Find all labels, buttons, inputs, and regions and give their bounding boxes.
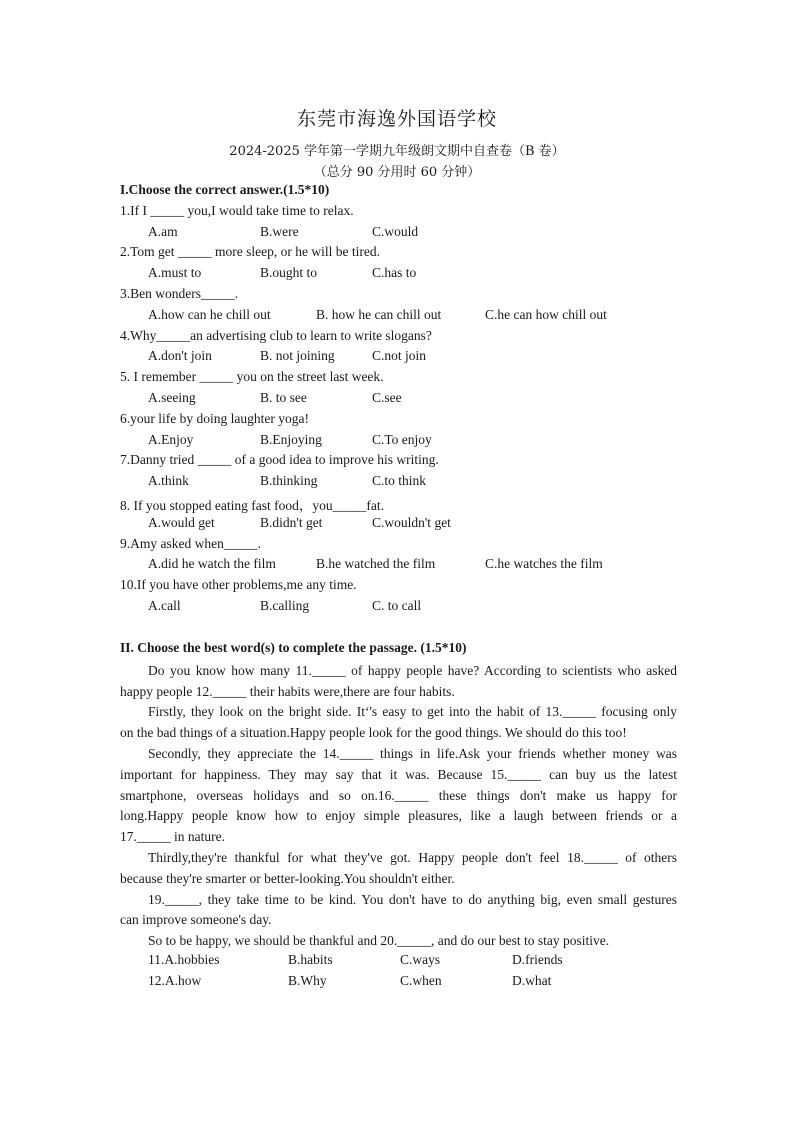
answer-option: A.must to [148, 265, 202, 281]
passage-line: 17._____ in nature. [120, 829, 225, 845]
answer-option: A.would get [148, 514, 215, 530]
passage-option: B.Why [288, 972, 327, 988]
answer-option: C.wouldn't get [372, 514, 451, 530]
passage-line: happy people 12._____ their habits were,there are four habits. [120, 683, 455, 699]
answer-option: C.he can how chill out [485, 306, 607, 322]
passage-option: 12.A.how [148, 972, 202, 988]
passage-line: Thirdly,they're thankful for what they've got. Happy people don't feel 18._____ of others [148, 850, 677, 865]
passage-line: important for happiness. They may say that it was. Because 15._____ can buy us the latest [120, 766, 677, 782]
answer-option: A.seeing [148, 390, 196, 405]
answer-option: B.didn't get [260, 514, 323, 530]
passage-option: 11.A.hobbies [148, 952, 220, 967]
school-name: 东莞市海逸外国语学校 [296, 108, 497, 130]
passage-option: D.what [512, 972, 552, 988]
answer-option: A.don't join [148, 348, 212, 364]
passage-line: long.Happy people know how to enjoy simple pleasures, like a laugh between friends or a [120, 808, 677, 824]
passage-line: Secondly, they appreciate the 14._____ things in life.Ask your friends whether money was [148, 746, 677, 761]
answer-option: B.calling [260, 598, 310, 613]
passage-option: D.friends [512, 952, 563, 967]
answer-option: B.were [260, 223, 299, 239]
passage-line: Do you know how many 11._____ of happy people have? According to scientists who asked [148, 662, 677, 678]
question-text: 10.If you have other problems,me any time. [120, 577, 357, 593]
section-2-heading: II. Choose the best word(s) to complete the passage. (1.5*10) [120, 640, 467, 655]
passage-line: because they're smarter or better-looking.You shouldn't either. [120, 870, 455, 886]
answer-option: A.Enjoy [148, 431, 194, 447]
passage-paragraph [120, 890, 677, 932]
passage-option: C.ways [400, 952, 441, 967]
answer-option: C.has to [372, 265, 417, 281]
question-text: 6.your life by doing laughter yoga! [120, 410, 309, 426]
answer-option: A.think [148, 473, 189, 489]
answer-option: A.call [148, 598, 181, 613]
exam-title: 2024-2025 学年第一学期九年级朗文期中自查卷（B 卷） [229, 144, 565, 159]
question-text: 9.Amy asked when_____. [120, 535, 261, 551]
question-text: 1.If I _____ you,I would take time to relax. [120, 202, 354, 218]
answer-option: A.how can he chill out [148, 306, 271, 322]
answer-option: B.he watched the film [316, 556, 436, 572]
answer-option: B. to see [260, 390, 307, 405]
answer-option: C.see [372, 390, 402, 405]
question-text: 8. If you stopped eating fast food，you_____fat. [120, 498, 384, 513]
answer-option: C.not join [372, 348, 427, 364]
passage-line: Firstly, they look on the bright side. It‘'s easy to get into the habit of 13._____ focusing only [148, 704, 677, 720]
answer-option: C.would [372, 223, 419, 239]
passage-paragraph [120, 931, 677, 952]
answer-option: C.To enjoy [372, 431, 432, 447]
exam-score-time-note: （总分 90 分用时 60 分钟） [313, 165, 481, 180]
passage-option: C.when [400, 972, 442, 988]
passage-line: 19._____, they take time to be kind. You don't have to do anything big, even small gestures [148, 891, 677, 907]
answer-option: B.ought to [260, 265, 318, 281]
question-text: 2.Tom get _____ more sleep, or he will be tired. [120, 244, 380, 260]
answer-option: B. not joining [260, 348, 335, 364]
answer-option: C.he watches the film [485, 556, 603, 572]
answer-option: C.to think [372, 473, 427, 489]
passage-line: So to be happy, we should be thankful and 20._____, and do our best to stay positive. [148, 933, 610, 949]
question-text: 4.Why_____an advertising club to learn to write slogans? [120, 327, 432, 343]
answer-option: A.am [148, 223, 178, 239]
section-1-heading: I.Choose the correct answer.(1.5*10) [120, 182, 330, 197]
question-text: 7.Danny tried _____ of a good idea to improve his writing. [120, 452, 439, 468]
passage-paragraph [120, 744, 677, 848]
passage-paragraph [120, 848, 677, 890]
passage-line: smartphone, overseas holidays and so on.16._____ these things don't make us happy for [120, 787, 677, 803]
answer-option: A.did he watch the film [148, 556, 276, 572]
answer-option: B. how he can chill out [316, 306, 442, 322]
answer-option: B.thinking [260, 473, 318, 489]
passage-line: on the bad things of a situation.Happy people look for the good things. We should do this too! [120, 725, 627, 741]
passage-line: can improve someone's day. [120, 912, 272, 928]
answer-option: B.Enjoying [260, 431, 322, 447]
question-text: 3.Ben wonders_____. [120, 286, 239, 301]
passage-option: B.habits [288, 952, 333, 967]
answer-option: C. to call [372, 598, 422, 613]
question-text: 5. I remember _____ you on the street last week. [120, 369, 384, 385]
passage-paragraph [120, 661, 677, 703]
passage-paragraph [120, 702, 677, 744]
